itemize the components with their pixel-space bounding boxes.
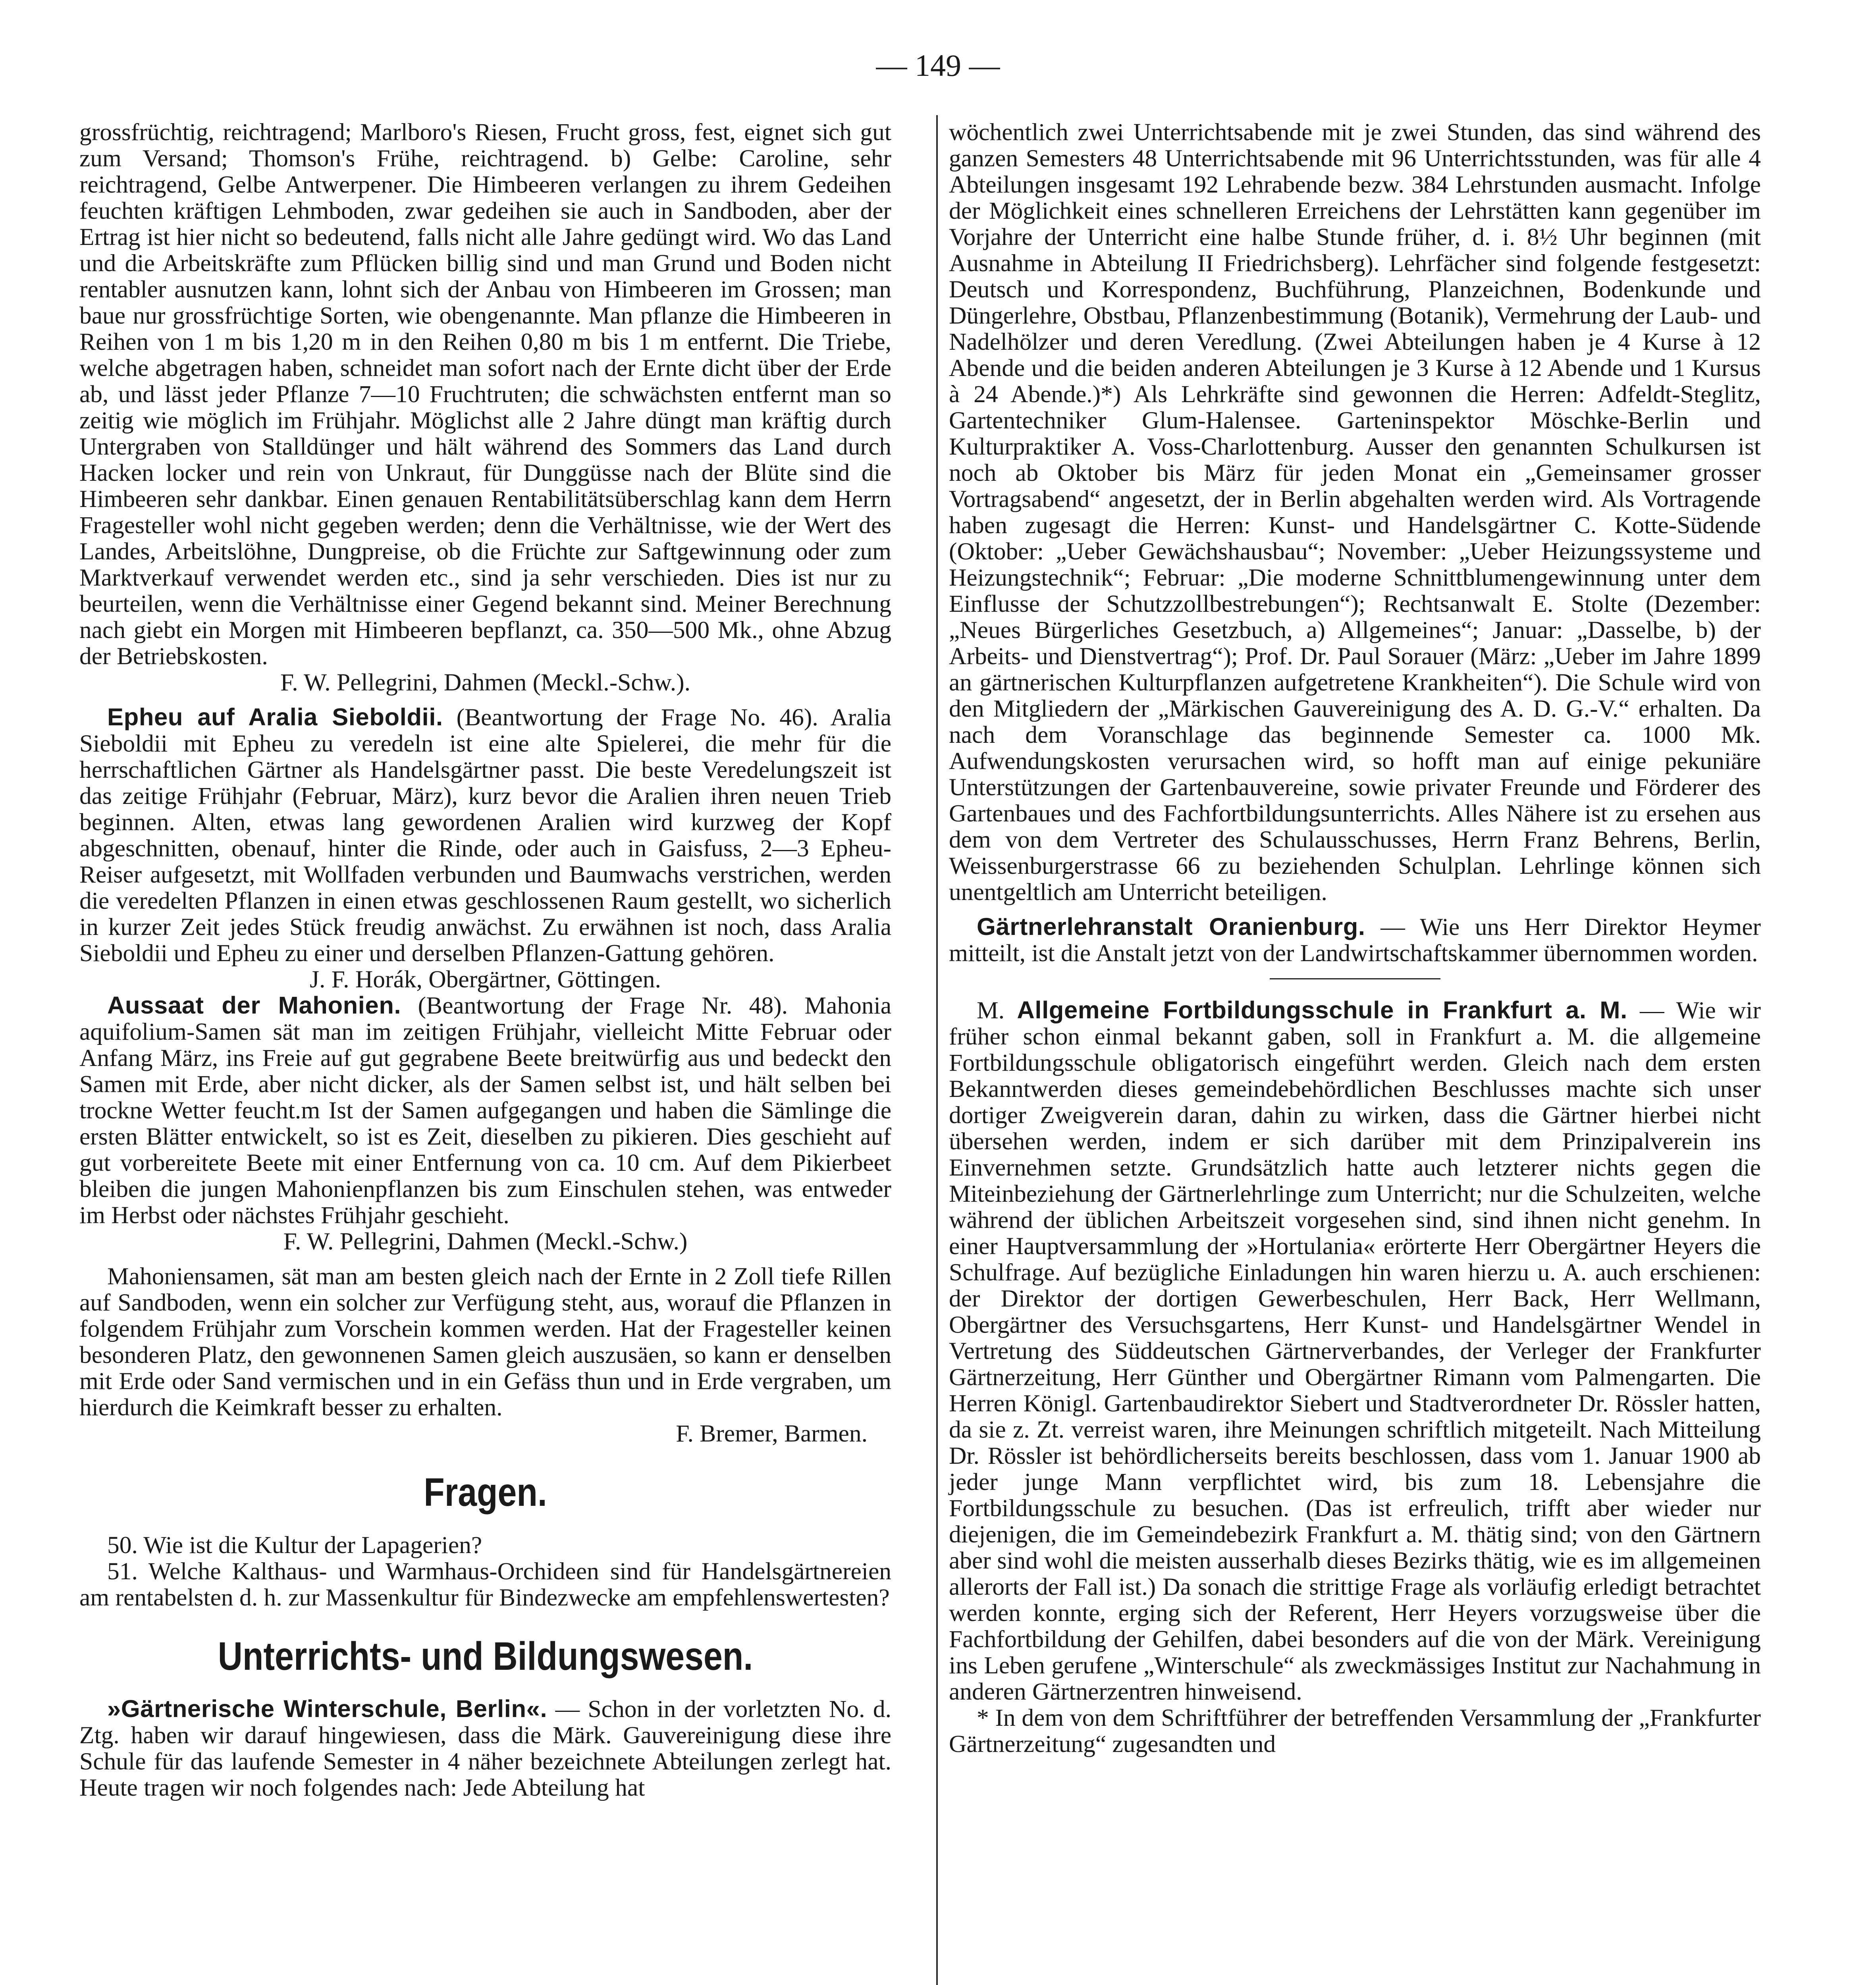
section-rule xyxy=(1270,978,1440,979)
epheu-article xyxy=(79,704,891,966)
winterschule-heading: »Gärtnerische Winterschule, Berlin«. xyxy=(107,1695,548,1723)
column-divider xyxy=(936,115,938,1985)
aussaat-article xyxy=(79,992,891,1228)
frankfurt-heading: Allgemeine Fortbildungsschule in Frankfurt a. M. xyxy=(1017,996,1627,1024)
fragen-heading: Fragen. xyxy=(424,1470,547,1515)
right-column xyxy=(949,119,1761,1757)
winterschule-text: — Schon in der vorletzten No. d. Ztg. haben wir darauf hingewiesen, dass die Märk. Gauvereinigung diese ihre Schule für das laufende Semester in 4 näher bezeichnete Abteilungen zerlegt hat. Heute tragen wir noch folgendes nach: Jede Abteilung hat xyxy=(79,1696,891,1801)
page-number: — 149 — xyxy=(876,48,1000,83)
footnote-continuation: * In dem von dem Schriftführer der betreffenden Versammlung der „Frankfurter Gärtnerzeitung“ zugesandten und xyxy=(949,1704,1761,1758)
frankfurt-article xyxy=(949,997,1761,1705)
unterricht-heading: Unterrichts- und Bildungswesen. xyxy=(218,1634,753,1679)
oranienburg-text: — Wie uns Herr Direktor Heymer mitteilt, ist die Anstalt jetzt von der Landwirtschaftskammer übernommen worden. xyxy=(949,913,1761,967)
oranienburg-heading: Gärtnerlehranstalt Oranienburg. xyxy=(977,913,1365,940)
aussaat-text: (Beantwortung der Frage Nr. 48). Mahonia aquifolium-Samen sät man im zeitigen Frühjahr, vielleicht Mitte Februar oder Anfang März, ins Freie auf gut gegrabene Beete breitwürfig aus und bedeckt den Samen mit Erde, aber nicht dicker, als der Samen selbst ist, und hält selben bei trockne Wetter feucht.m Ist der Samen aufgegangen und haben die Sämlinge die ersten Blätter entwickelt, so ist es Zeit, dieselben zu pikieren. Dies geschieht auf gut vorbereitete Beete mit einer Entfernung von ca. 10 cm. Auf dem Pikierbeet bleiben die jungen Mahonienpflanzen bis zum Einschulen stehen, was entweder im Herbst oder nächstes Frühjahr geschieht. xyxy=(79,992,891,1229)
mahonien-paragraph: Mahoniensamen, sät man am besten gleich nach der Ernte in 2 Zoll tiefe Rillen auf Sandboden, wenn ein solcher zur Verfügung steht, aus, worauf die Pflanzen in folgendem Frühjahr zum Vorschein kommen werden. Hat der Fragesteller keinen besonderen Platz, den gewonnenen Samen gleich auszusäen, so kann er denselben mit Erde oder Sand vermischen und in ein Gefäss thun und in Erde vergraben, um hierdurch die Keimkraft besser zu erhalten. xyxy=(79,1263,891,1421)
signature-horak: J. F. Horák, Obergärtner, Göttingen. xyxy=(310,966,661,993)
epheu-heading: Epheu auf Aralia Sieboldii. xyxy=(107,703,443,731)
aussaat-heading: Aussaat der Mahonien. xyxy=(107,992,401,1019)
oranienburg-article xyxy=(949,914,1761,966)
question-50: 50. Wie ist die Kultur der Lapagerien? xyxy=(107,1532,482,1559)
left-column xyxy=(79,119,891,1801)
frankfurt-text: — Wie wir früher schon einmal bekannt gaben, soll in Frankfurt a. M. die allgemeine Fortbildungsschule obligatorisch eingeführt werden. Gleich nach dem ersten Bekanntwerden dieses gemeindebehördlichen Beschlusses machte sich unser dortiger Zweigverein daran, dahin zu wirken, dass die Gärtner hierbei nicht übersehen werden, indem er sich darüber mit dem Prinzipalverein ins Einvernehmen setzte. Grundsätzlich hatte auch letzterer nichts gegen die Miteinbeziehung der Gärtnerlehrlinge zum Unterricht; nur die Schulzeiten, welche während der üblichen Arbeitszeit vorgesehen sind, sind ihnen nicht genehm. In einer Hauptversammlung der »Hortulania« erörterte Herr Obergärtner Heyers die Schulfrage. Auf bezügliche Einladungen hin waren hierzu u. A. auch erschienen: der Direktor der dortigen Gewerbeschulen, Herr Back, Herr Wellmann, Obergärtner des Versuchsgartens, Herr Kunst- und Handelsgärtner Wendel in Vertretung des Süddeutschen Gärtnerverbandes, der Verleger der Frankfurter Gärtnerzeitung, Herr Günther und Obergärtner Rimann vom Palmengarten. Die Herren Königl. Gartenbaudirektor Siebert und Stadtverordneter Dr. Rössler hatten, da sie z. Zt. verreist waren, ihre Meinungen schriftlich mitgeteilt. Nach Mitteilung Dr. Rössler ist behördlicherseits bereits beschlossen, dass vom 1. Januar 1900 ab jeder junge Mann verpflichtet wird, bis zum 18. Lebensjahre die Fortbildungsschule zu besuchen. (Das ist erfreulich, trifft aber wieder nur diejenigen, die im Gemeindebezirk Frankfurt a. M. thätig sind; von den Gärtnern aber sind wohl die meisten ausserhalb dieses Bezirks thätig, wie es im allgemeinen allerorts der Fall ist.) Da sonach die strittige Frage als vorläufig erledigt betrachtet werden konnte, erging sich der Referent, Herr Heyers vorzugsweise über die Fachfortbildung der Gehilfen, dabei besonders auf die von der Märk. Vereinigung ins Leben gerufene „Winterschule“ als zweckmässiges Institut zur Nachahmung in anderen Gärtnerzentren hinweisend. xyxy=(949,997,1761,1705)
himbeeren-paragraph: grossfrüchtig, reichtragend; Marlboro's Riesen, Frucht gross, fest, eignet sich gut zum Versand; Thomson's Frühe, reichtragend. b) Gelbe: Caroline, sehr reichtragend, Gelbe Antwerpener. Die Himbeeren verlangen zu ihrem Gedeihen feuchten kräftigen Lehmboden, zwar gedeihen sie auch in Sandboden, aber der Ertrag ist hier nicht so bedeutend, falls nicht alle Jahre gedüngt wird. Wo das Land und die Arbeitskräfte zum Pflücken billig sind und man Grund und Boden nicht rentabler ausnutzen kann, lohnt sich der Anbau von Himbeeren im Grossen; man baue nur grossfrüchtige Sorten, wie obengenannte. Man pflanze die Himbeeren in Reihen von 1 m bis 1,20 m in den Reihen 0,80 m bis 1 m entfernt. Die Triebe, welche abgetragen haben, schneidet man sofort nach der Ernte dicht über der Erde ab, und lässt jeder Pflanze 7—10 Fruchtruten; die schwächsten entfernt man so zeitig wie möglich im Frühjahr. Möglichst alle 2 Jahre düngt man kräftig durch Untergraben von Stalldünger und hält während des Sommers das Land durch Hacken locker und rein von Unkraut, für Dunggüsse nach der Blüte sind die Himbeeren sehr dankbar. Einen genauen Rentabilitätsüberschlag kann dem Herrn Fragesteller wohl nicht gegeben werden; denn die Verhältnisse, wie der Wert des Landes, Arbeitslöhne, Dungpreise, ob die Früchte zur Saftgewinnung oder zum Marktverkauf verwendet werden etc., sind ja sehr verschieden. Dies ist nur zu beurteilen, wenn die Verhältnisse einer Gegend bekannt sind. Meiner Berechnung nach giebt ein Morgen mit Himbeeren bepflanzt, ca. 350—500 Mk., ohne Abzug der Betriebskosten. xyxy=(79,119,891,670)
winterschule-article xyxy=(79,1696,891,1801)
winterschule-continued: wöchentlich zwei Unterrichtsabende mit je zwei Stunden, das sind während des ganzen Semesters 48 Unterrichtsabende mit 96 Unterrichtsstunden, was für alle 4 Abteilungen insgesamt 192 Lehrabende bezw. 384 Lehrstunden ausmacht. Infolge der Möglichkeit eines schnelleren Erreichens der Lehrstätten kann gegenüber im Vorjahre der Unterricht eine halbe Stunde früher, d. i. 8½ Uhr beginnen (mit Ausnahme in Abteilung II Friedrichsberg). Lehrfächer sind folgende festgesetzt: Deutsch und Korrespondenz, Buchführung, Planzeichnen, Bodenkunde und Düngerlehre, Obstbau, Pflanzenbestimmung (Botanik), Vermehrung der Laub- und Nadelhölzer und deren Veredlung. (Zwei Abteilungen haben je 4 Kurse à 12 Abende und die beiden anderen Abteilungen je 3 Kurse à 12 Abende und 1 Kursus à 24 Abende.)*) Als Lehrkräfte sind gewonnen die Herren: Adfeldt-Steglitz, Gartentechniker Glum-Halensee. Garteninspektor Möschke-Berlin und Kulturpraktiker A. Voss-Charlottenburg. Ausser den genannten Schulkursen ist noch ab Oktober bis März für jeden Monat ein „Gemeinsamer grosser Vortragsabend“ angesetzt, der in Berlin abgehalten werden wird. Als Vortragende haben zugesagt die Herren: Kunst- und Handelsgärtner C. Kotte-Südende (Oktober: „Ueber Gewächshausbau“; November: „Ueber Heizungssysteme und Heizungstechnik“; Februar: „Die moderne Schnittblumengewinnung unter dem Einflusse der Schutzzollbestrebungen“); Rechtsanwalt E. Stolte (Dezember: „Neues Bürgerliches Gesetzbuch, a) Allgemeines“; Januar: „Dasselbe, b) der Arbeits- und Dienstvertrag“); Prof. Dr. Paul Sorauer (März: „Ueber im Jahre 1899 an gärtnerischen Kulturpflanzen aufgetretene Krankheiten“). Die Schule wird von den Mitgliedern der „Märkischen Gauvereinigung des A. D. G.-V.“ erhalten. Da nach dem Voranschlage das beginnende Semester ca. 1000 Mk. Aufwendungskosten verursachen wird, so hofft man auf einige pekuniäre Unterstützungen der Gartenbauvereine, sowie privater Freunde und Förderer des Gartenbaues und des Fachfortbildungsunterrichts. Alles Nähere ist zu ersehen aus dem von dem Vertreter des Schulausschusses, Herrn Franz Behrens, Berlin, Weissenburgerstrasse 66 zu beziehenden Schulplan. Lehrlinge können sich unentgeltlich am Unterricht beteiligen. xyxy=(949,119,1761,906)
epheu-text: (Beantwortung der Frage No. 46). Aralia Sieboldii mit Epheu zu veredeln ist eine alte Spielerei, die mehr für die herrschaftlichen Gärtner als Handelsgärtner passt. Die beste Veredelungszeit ist das zeitige Frühjahr (Februar, März), kurz bevor die Aralien ihren neuen Trieb beginnen. Alten, etwas lang gewordenen Aralien wird kurzweg der Kopf abgeschnitten, obenauf, hinter die Rinde, oder auch in Gaisfuss, 2—3 Epheu-Reiser aufgesetzt, mit Wollfaden verbunden und Baumwachs verstrichen, werden die veredelten Pflanzen in einen etwas geschlossenen Raum gestellt, wo sicherlich in kurzer Zeit jedes Stück freudig anwächst. Zu erwähnen ist noch, dass Aralia Sieboldii und Epheu zu einer und derselben Pflanzen-Gattung gehören. xyxy=(79,704,891,967)
signature-bremer: F. Bremer, Barmen. xyxy=(676,1420,868,1447)
signature-pellegrini: F. W. Pellegrini, Dahmen (Meckl.-Schw.). xyxy=(280,669,690,696)
question-51: 51. Welche Kalthaus- und Warmhaus-Orchideen sind für Handelsgärtnereien am rentabelsten d. h. zur Massenkultur für Bindezwecke am empfehlenswertesten? xyxy=(79,1558,891,1611)
frankfurt-prefix: M. xyxy=(977,997,1017,1024)
signature-pellegrini-2: F. W. Pellegrini, Dahmen (Meckl.-Schw.) xyxy=(283,1228,688,1255)
